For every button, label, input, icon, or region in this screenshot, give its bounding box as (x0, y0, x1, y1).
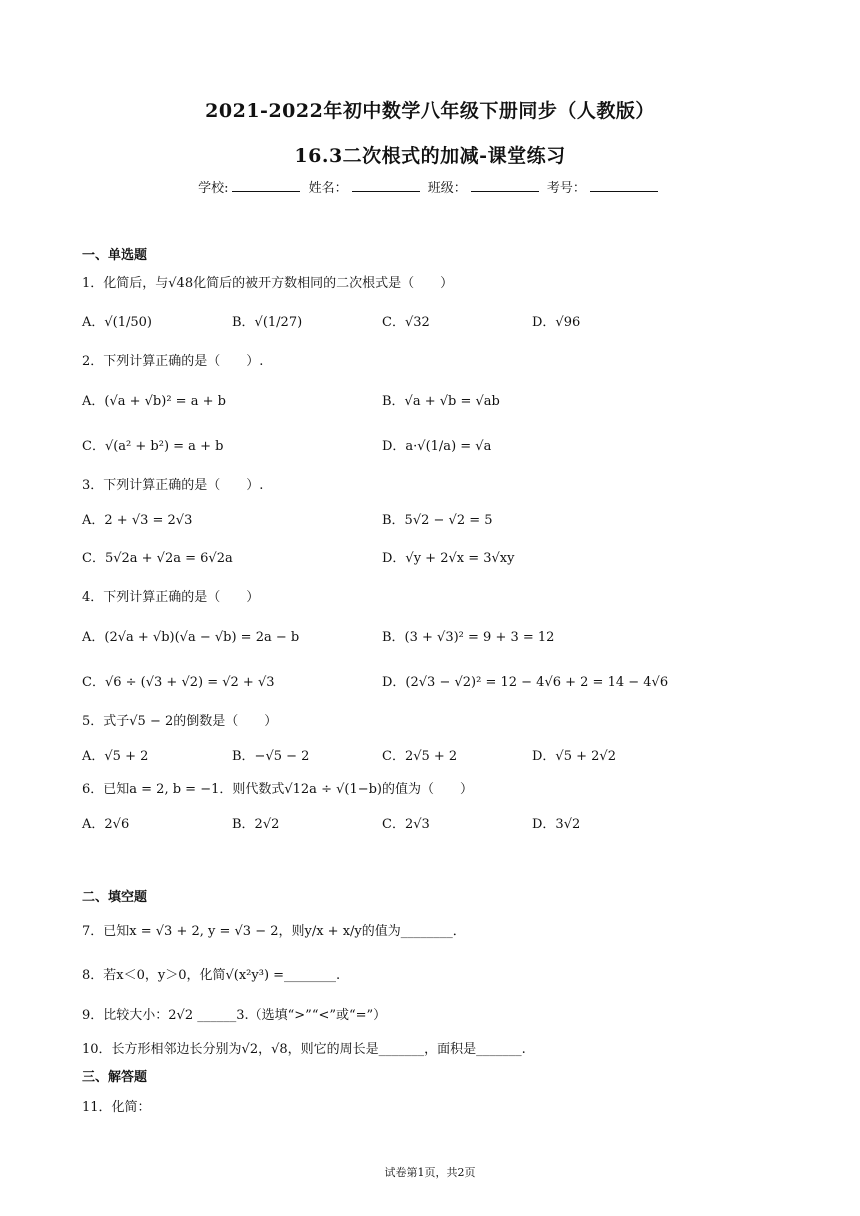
q5-option-d: D．√5 + 2√2 (532, 749, 616, 764)
class-label: 班级： (427, 181, 467, 196)
question-10: 10．长方形相邻边长分别为√2，√8，则它的周长是_______，面积是_______. (82, 1042, 526, 1057)
name-blank (352, 179, 420, 192)
q5-option-b: B．−√5 − 2 (232, 749, 310, 764)
exam-number-blank (590, 179, 658, 192)
q1-option-a: A．√(1/50) (82, 315, 153, 330)
q2-option-a: A．(√a + √b)² = a + b (82, 394, 226, 409)
q5-option-a: A．√5 + 2 (82, 749, 149, 764)
q6-option-c: C．2√3 (382, 817, 430, 832)
school-label: 学校: (198, 181, 229, 196)
q6-option-a: A．2√6 (82, 817, 130, 832)
question-3-stem: 3．下列计算正确的是（ ）. (82, 478, 264, 493)
school-blank (232, 179, 300, 192)
question-8: 8．若x＜0，y＞0，化简√(x²y³) =________. (82, 968, 341, 983)
q2-option-c: C．√(a² + b²) = a + b (82, 439, 224, 454)
page-footer: 试卷第1页，共2页 (384, 1166, 476, 1179)
q4-option-b: B．(3 + √3)² = 9 + 3 = 12 (382, 630, 555, 645)
q6-option-d: D．3√2 (532, 817, 581, 832)
q3-option-c: C．5√2a + √2a = 6√2a (82, 551, 233, 566)
q3-option-a: A．2 + √3 = 2√3 (82, 513, 193, 528)
question-1-stem: 1．化简后，与√48化简后的被开方数相同的二次根式是（ ） (82, 276, 454, 291)
section-answer: 三、解答题 (82, 1070, 148, 1085)
question-5-stem: 5．式子√5 − 2的倒数是（ ） (82, 714, 278, 729)
q6-option-b: B．2√2 (232, 817, 280, 832)
question-2-stem: 2．下列计算正确的是（ ）. (82, 354, 264, 369)
question-11: 11．化简： (82, 1100, 151, 1115)
q4-option-d: D．(2√3 − √2)² = 12 − 4√6 + 2 = 14 − 4√6 (382, 675, 669, 690)
section-single-choice: 一、单选题 (82, 248, 148, 263)
q5-option-c: C．2√5 + 2 (382, 749, 458, 764)
exam-number-label: 考号： (546, 181, 586, 196)
student-info-line (0, 177, 860, 196)
name-label: 姓名： (308, 181, 348, 196)
q1-option-c: C．√32 (382, 315, 430, 330)
question-6-stem: 6．已知a = 2, b = −1．则代数式√12a ÷ √(1−b)的值为（ ） (82, 782, 474, 797)
class-blank (471, 179, 539, 192)
question-4-stem: 4．下列计算正确的是（ ） (82, 590, 260, 605)
q4-option-c: C．√6 ÷ (√3 + √2) = √2 + √3 (82, 675, 275, 690)
q1-option-d: D．√96 (532, 315, 581, 330)
q3-option-b: B．5√2 − √2 = 5 (382, 513, 493, 528)
exam-title: 2021-2022年初中数学八年级下册同步（人教版） (205, 100, 655, 122)
exam-subtitle: 16.3二次根式的加减-课堂练习 (294, 145, 566, 167)
question-9: 9．比较大小：2√2 ______3.（选填“>”“<”或“=”） (82, 1008, 387, 1023)
q2-option-b: B．√a + √b = √ab (382, 394, 500, 409)
q2-option-d: D．a·√(1/a) = √a (382, 439, 492, 454)
question-7: 7．已知x = √3 + 2, y = √3 − 2，则y/x + x/y的值为________． (82, 924, 466, 939)
q4-option-a: A．(2√a + √b)(√a − √b) = 2a − b (82, 630, 300, 645)
section-fill-blank: 二、填空题 (82, 890, 148, 905)
q3-option-d: D．√y + 2√x = 3√xy (382, 551, 515, 566)
q1-option-b: B．√(1/27) (232, 315, 303, 330)
